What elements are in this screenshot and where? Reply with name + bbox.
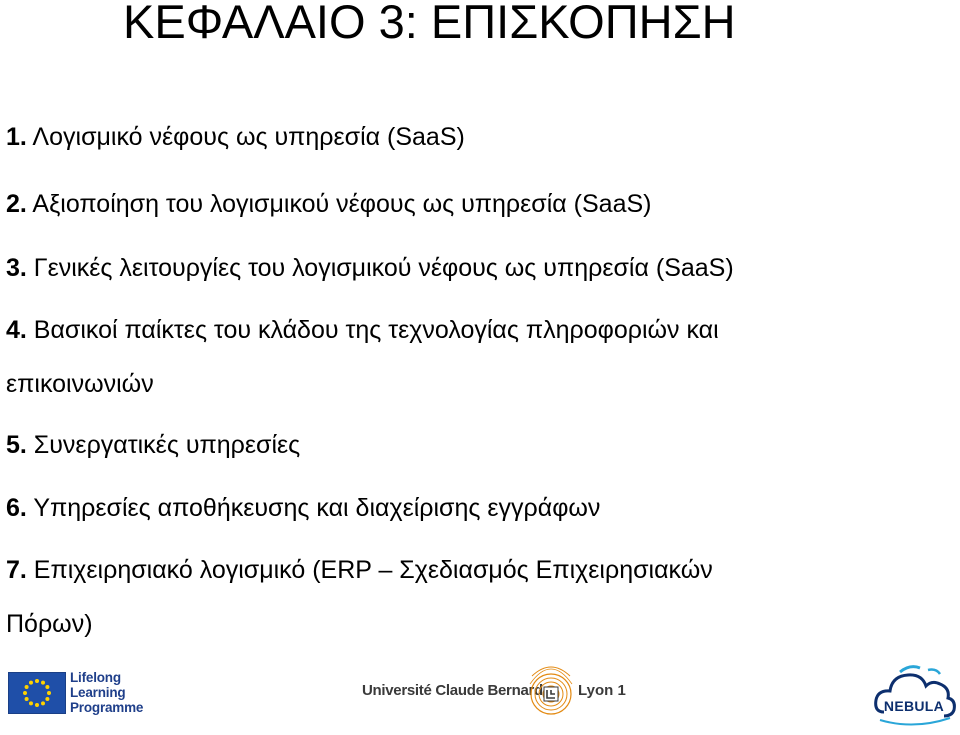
nebula-logo bbox=[870, 660, 958, 730]
item-number: 2. bbox=[6, 190, 27, 218]
list-item-continuation bbox=[6, 597, 93, 651]
list-item-continuation bbox=[6, 357, 154, 411]
list-item bbox=[6, 418, 300, 472]
llp-line: Programme bbox=[70, 700, 144, 715]
list-item bbox=[6, 303, 719, 357]
nebula-cloud-icon bbox=[870, 660, 958, 730]
slide-title: ΚΕΦΑΛΑΙΟ 3: ΕΠΙΣΚΟΠΗΣΗ bbox=[123, 0, 736, 48]
lyon-university-logo bbox=[360, 652, 630, 730]
lifelong-learning-logo bbox=[8, 668, 158, 720]
list-item bbox=[6, 543, 713, 597]
item-text: Πόρων) bbox=[6, 610, 93, 638]
item-number: 6. bbox=[6, 494, 27, 522]
footer-logos bbox=[0, 652, 960, 730]
item-text: Συνεργατικές υπηρεσίες bbox=[26, 431, 301, 459]
item-text: Υπηρεσίες αποθήκευσης και διαχείρισης εγγράφων bbox=[26, 494, 601, 522]
item-number: 1. bbox=[6, 123, 27, 151]
item-number: 5. bbox=[6, 431, 27, 459]
item-text: Επιχειρησιακό λογισμικό (ERP – Σχεδιασμός Επιχειρησιακών bbox=[26, 556, 713, 584]
eu-flag-icon bbox=[8, 672, 66, 714]
list-item bbox=[6, 481, 600, 535]
list-item bbox=[6, 241, 734, 295]
lyon-name: Université Claude Bernard bbox=[362, 682, 543, 699]
lyon-emblem-icon bbox=[528, 656, 574, 726]
item-text: Αξιοποίηση του λογισμικού νέφους ως υπηρεσία (SaaS) bbox=[26, 190, 652, 218]
item-text: Βασικοί παίκτες του κλάδου της τεχνολογίας πληροφοριών και bbox=[26, 316, 719, 344]
list-item bbox=[6, 110, 465, 164]
item-text: Γενικές λειτουργίες του λογισμικού νέφους ως υπηρεσία (SaaS) bbox=[26, 254, 734, 282]
list-item bbox=[6, 177, 651, 231]
lyon-city: Lyon 1 bbox=[578, 682, 626, 699]
llp-line: Learning bbox=[70, 685, 126, 700]
nebula-label: NEBULA bbox=[883, 698, 945, 714]
llp-line: Lifelong bbox=[70, 670, 121, 685]
llp-text bbox=[70, 670, 143, 715]
item-number: 3. bbox=[6, 254, 27, 282]
item-number: 7. bbox=[6, 556, 27, 584]
item-text: επικοινωνιών bbox=[6, 370, 154, 398]
item-number: 4. bbox=[6, 316, 27, 344]
item-text: Λογισμικό νέφους ως υπηρεσία (SaaS) bbox=[26, 123, 465, 151]
